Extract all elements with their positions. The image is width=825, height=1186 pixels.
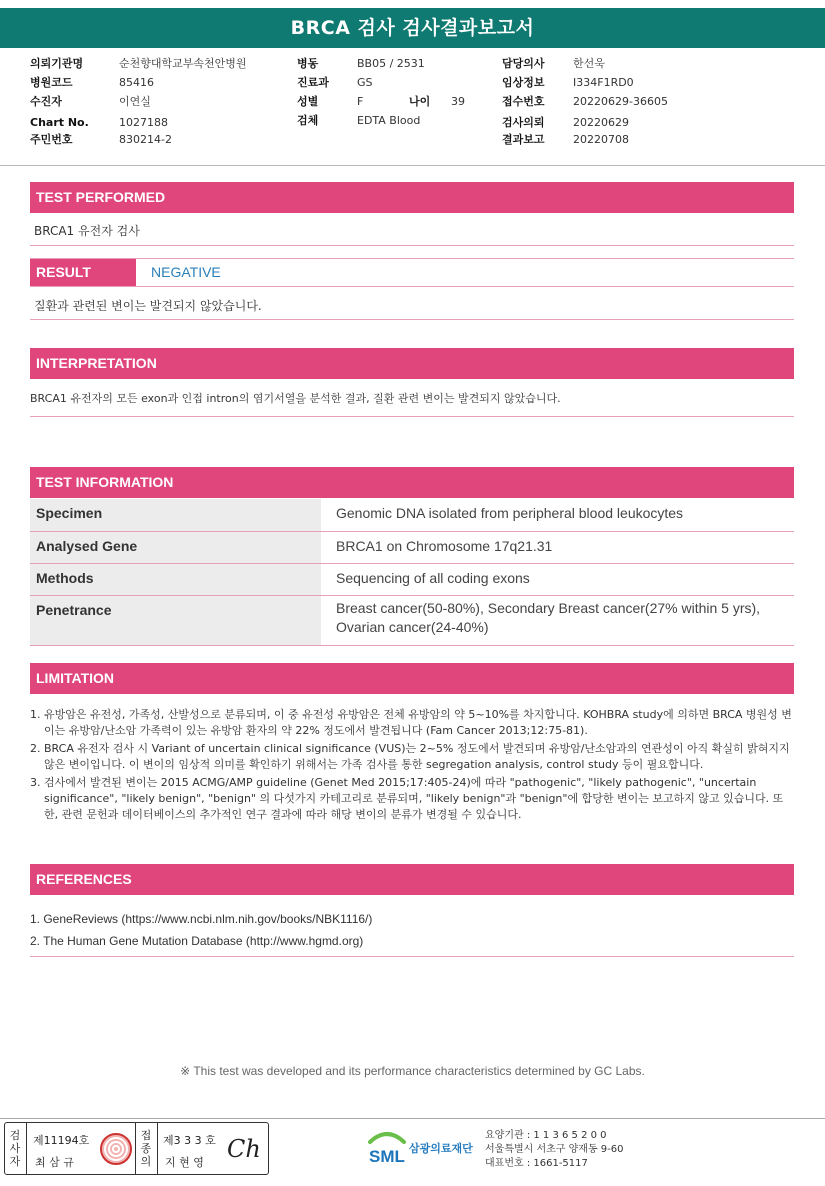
header-value: GS	[357, 76, 373, 89]
header-label: 접수번호	[502, 95, 545, 108]
test-information-table	[30, 499, 794, 646]
result-note: 질환과 관련된 변이는 발견되지 않았습니다.	[34, 299, 262, 313]
header-value: I334F1RD0	[573, 76, 634, 89]
list-text: 유방암은 유전성, 가족성, 산발성으로 분류되며, 이 중 유전성 유방암은 전체 유방암의 약 5~10%를 차지합니다. KOHBRA study에 의하면 BRCA 병원성 변이는 유방암/난소암 가족력이 있는 유방암 환자의 약 22% 정도에서 발견됩니다 (Fam Cancer 2013;12:75-81).	[44, 708, 792, 737]
section-heading-interpretation: INTERPRETATION	[30, 348, 794, 379]
header-value: 한선욱	[573, 57, 605, 70]
list-item	[30, 707, 794, 739]
table-key: Analysed Gene	[30, 531, 321, 563]
header-label: 나이	[409, 95, 431, 108]
header-value: 이연실	[119, 95, 151, 108]
header-label: 담당의사	[502, 57, 545, 70]
header-label: 병동	[297, 57, 319, 70]
divider	[30, 245, 794, 246]
list-number: 3.	[30, 776, 41, 789]
header-value: 20220629	[573, 116, 629, 129]
org-name: 삼광의료재단	[409, 1142, 473, 1155]
table-value: Breast cancer(50-80%), Secondary Breast cancer(27% within 5 yrs), Ovarian cancer(24-40%)	[321, 595, 794, 645]
header-value: 20220629-36605	[573, 95, 668, 108]
table-key: Methods	[30, 563, 321, 595]
section-heading-test-information: TEST INFORMATION	[30, 467, 794, 498]
section-heading-references: REFERENCES	[30, 864, 794, 895]
org-address: 서울특별시 서초구 양재동 9-60	[485, 1144, 624, 1155]
section-heading-test-performed: TEST PERFORMED	[30, 182, 794, 213]
table-row	[30, 563, 794, 595]
approver-label: 접 종 의	[140, 1129, 152, 1168]
care-code: 요양기관 : 1 1 3 6 5 2 0 0	[485, 1130, 607, 1141]
table-row	[30, 595, 794, 645]
logo-text: SML	[369, 1147, 405, 1166]
divider	[26, 1123, 27, 1174]
header-label: Chart No.	[30, 116, 89, 129]
header-label: 임상정보	[502, 76, 545, 89]
header-value: 39	[451, 95, 465, 108]
test-performed-value: BRCA1 유전자 검사	[34, 224, 140, 238]
header-value: F	[357, 95, 364, 108]
approver-license: 제3 3 3 호	[163, 1134, 216, 1147]
signature-box	[4, 1122, 269, 1175]
header-label: 진료과	[297, 76, 329, 89]
result-row	[30, 258, 794, 287]
report-title: BRCA 검사 검사결과보고서	[0, 8, 825, 48]
references-list	[30, 908, 794, 952]
divider	[30, 956, 794, 957]
header-label: 검사의뢰	[502, 116, 545, 129]
approver-name: 지 현 영	[165, 1156, 204, 1169]
header-label: 검체	[297, 114, 319, 127]
interpretation-text: BRCA1 유전자의 모든 exon과 인접 intron의 염기서열을 분석한 결과, 질환 관련 변이는 발견되지 않았습니다.	[30, 392, 561, 405]
header-value: BB05 / 2531	[357, 57, 425, 70]
examiner-name: 최 삼 규	[35, 1156, 74, 1169]
table-value: Sequencing of all coding exons	[321, 563, 794, 595]
divider	[30, 416, 794, 417]
list-item	[30, 775, 794, 823]
header-label: 결과보고	[502, 133, 545, 146]
result-label: RESULT	[30, 259, 136, 286]
development-note: ※ This test was developed and its performance characteristics determined by GC Labs.	[180, 1064, 645, 1078]
header-value: 85416	[119, 76, 154, 89]
header-value: 20220708	[573, 133, 629, 146]
logo-arc	[370, 1134, 404, 1142]
list-text: BRCA 유전자 검사 시 Variant of uncertain clinical significance (VUS)는 2~5% 정도에서 발견되며 유방암/난소암과의 연관성이 아직 확실히 밝혀지지 않은 변이입니다. 이 변이의 임상적 의미를 확인하기 위해서는 가족 검사를 통한 segregation analysis, control study 등이 필요합니다.	[44, 742, 790, 771]
section-heading-limitation: LIMITATION	[30, 663, 794, 694]
header-label: 병원코드	[30, 76, 73, 89]
list-number: 2.	[30, 742, 41, 755]
list-number: 1.	[30, 708, 41, 721]
table-row	[30, 531, 794, 563]
list-text: 검사에서 발견된 변이는 2015 ACMG/AMP guideline (Genet Med 2015;17:405-24)에 따라 "pathogenic", "likely pathogenic", "uncertain significance", "likely benign", "benign" 의 다섯가지 카테고리로 분류되며, "likely benign"과 "benign"에 합당한 변이는 보고하지 않고 있습니다. 또한, 관련 문헌과 데이터베이스의 추가적인 연구 결과에 따라 해당 변이의 분류가 변경될 수 있습니다.	[44, 776, 784, 821]
table-value: BRCA1 on Chromosome 17q21.31	[321, 531, 794, 563]
table-key: Specimen	[30, 499, 321, 531]
divider	[157, 1123, 158, 1174]
sml-logo-icon	[366, 1128, 408, 1168]
table-key: Penetrance	[30, 595, 321, 645]
seal-stamp-icon	[100, 1133, 132, 1165]
header-divider	[0, 165, 825, 166]
table-row	[30, 499, 794, 531]
result-value: NEGATIVE	[151, 264, 221, 280]
header-label: 주민번호	[30, 133, 73, 146]
header-value: 순천향대학교부속천안병원	[119, 57, 247, 70]
footer-divider	[0, 1118, 825, 1119]
org-phone: 대표번호 : 1661-5117	[485, 1158, 588, 1169]
patient-header	[0, 48, 825, 166]
list-item	[30, 741, 794, 773]
examiner-license: 제11194호	[33, 1134, 90, 1147]
header-label: 수진자	[30, 95, 62, 108]
limitation-list	[30, 707, 794, 825]
divider	[30, 319, 794, 320]
header-value: EDTA Blood	[357, 114, 421, 127]
header-value: 830214-2	[119, 133, 172, 146]
org-info	[485, 1129, 624, 1171]
table-value: Genomic DNA isolated from peripheral blood leukocytes	[321, 499, 794, 531]
reference-item: 1. GeneReviews (https://www.ncbi.nlm.nih.gov/books/NBK1116/)	[30, 912, 373, 926]
header-value: 1027188	[119, 116, 168, 129]
header-label: 성별	[297, 95, 319, 108]
reference-item: 2. The Human Gene Mutation Database (http://www.hgmd.org)	[30, 934, 364, 948]
header-label: 의뢰기관명	[30, 57, 84, 70]
signature-icon: Ch	[227, 1135, 261, 1163]
examiner-label: 검사자	[9, 1129, 21, 1168]
